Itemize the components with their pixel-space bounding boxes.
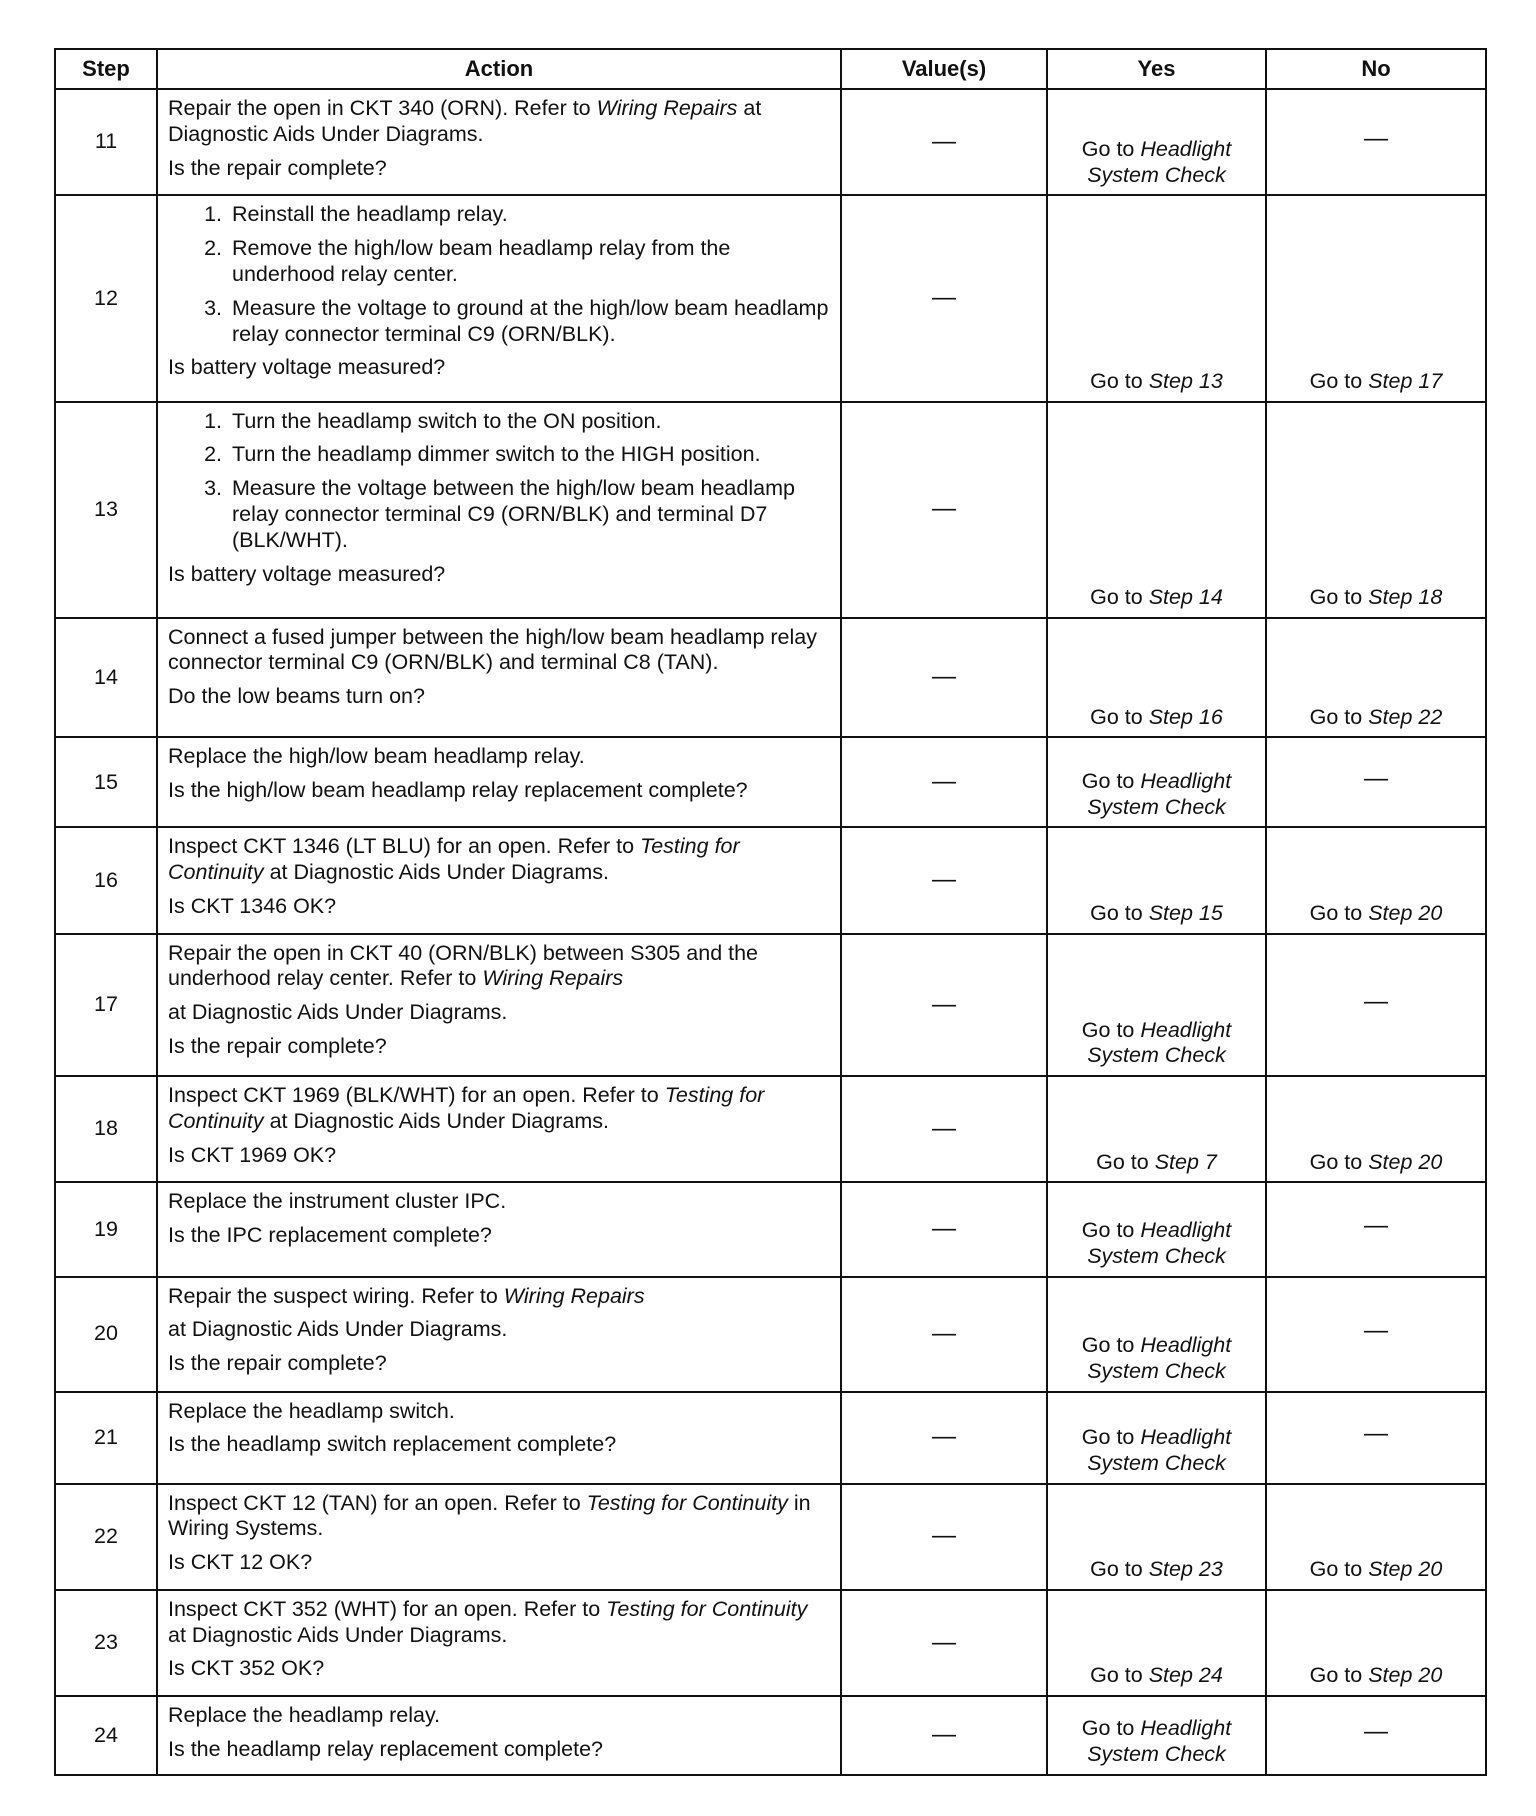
text-run: Go to <box>1090 1557 1149 1582</box>
action-list-item: 2. Remove the high/low beam headlamp relay from the underhood relay center. <box>228 236 830 288</box>
action-text <box>168 834 830 886</box>
text-run: at Diagnostic Aids Under Diagrams. <box>263 860 609 885</box>
action-question: Is CKT 352 OK? <box>168 1656 325 1681</box>
reference-text: Headlight System Check <box>1087 136 1232 187</box>
table-row <box>55 934 1486 1076</box>
action-question: Is the headlamp switch replacement complete? <box>168 1432 617 1457</box>
table-row <box>55 618 1486 738</box>
reference-text: Testing for Continuity <box>168 1083 765 1133</box>
action-cell <box>157 195 841 401</box>
no-cell <box>1266 89 1486 195</box>
text-run: Go to <box>1081 1017 1141 1042</box>
table-row <box>55 1392 1486 1484</box>
text-run: Repair the suspect wiring. Refer to <box>168 1283 504 1308</box>
action-question: Is CKT 1346 OK? <box>168 893 337 918</box>
action-cell <box>157 1182 841 1276</box>
header-no: No <box>1266 49 1486 89</box>
yes-cell <box>1047 402 1266 618</box>
action-cell <box>157 402 841 618</box>
text-run: Replace the headlamp relay. <box>168 1703 441 1728</box>
text-run: — <box>1364 1212 1388 1240</box>
action-text <box>168 1000 830 1026</box>
action-cell <box>157 1590 841 1696</box>
step-number: 11 <box>55 89 157 195</box>
reference-text: Headlight System Check <box>1087 1017 1232 1068</box>
step-number: 14 <box>55 618 157 738</box>
text-run: at Diagnostic Aids Under Diagrams. <box>168 1317 508 1342</box>
value-cell: — <box>841 737 1047 827</box>
table-row <box>55 1277 1486 1392</box>
no-cell <box>1266 1277 1486 1392</box>
step-number: 15 <box>55 737 157 827</box>
action-question: Is the repair complete? <box>168 1034 387 1059</box>
yes-cell <box>1047 1076 1266 1182</box>
action-cell <box>157 1076 841 1182</box>
value-cell: — <box>841 1590 1047 1696</box>
text-run: Go to <box>1090 900 1149 925</box>
text-run: Go to <box>1309 1663 1369 1688</box>
reference-text: Step 22 <box>1368 704 1443 729</box>
header-action: Action <box>157 49 841 89</box>
text-run: — <box>1364 765 1388 793</box>
table-row <box>55 1182 1486 1276</box>
yes-cell <box>1047 827 1266 933</box>
table-row <box>55 89 1486 195</box>
text-run: — <box>1364 124 1388 152</box>
table-body <box>55 89 1486 1775</box>
action-list-item: 3. Measure the voltage to ground at the high/low beam headlamp relay connector terminal C9 (ORN/BLK). <box>228 296 830 348</box>
text-run: Go to <box>1090 368 1149 393</box>
text-run: Connect a fused jumper between the high/low beam headlamp relay connector terminal C9 (ORN/BLK) and terminal C8 (TAN). <box>168 624 817 675</box>
text-run: Go to <box>1090 584 1149 609</box>
action-question: Is the repair complete? <box>168 155 387 180</box>
reference-text: Wiring Repairs <box>503 1283 645 1308</box>
table-row <box>55 195 1486 401</box>
reference-text: Step 16 <box>1148 704 1223 729</box>
action-text <box>168 1597 830 1649</box>
reference-text: Headlight System Check <box>1087 1424 1232 1475</box>
reference-text: Step 13 <box>1148 368 1223 393</box>
reference-text: Testing for Continuity <box>606 1596 808 1621</box>
no-cell <box>1266 402 1486 618</box>
reference-text: Step 20 <box>1368 1557 1443 1582</box>
reference-text: Step 15 <box>1148 900 1223 925</box>
table-row <box>55 1484 1486 1590</box>
action-cell <box>157 1392 841 1484</box>
value-cell: — <box>841 934 1047 1076</box>
action-question: Is battery voltage measured? <box>168 355 446 380</box>
action-question: Is CKT 12 OK? <box>168 1550 313 1575</box>
reference-text: Step 24 <box>1148 1663 1223 1688</box>
text-run: Go to <box>1081 1218 1141 1243</box>
action-text <box>168 1083 830 1135</box>
yes-cell <box>1047 1484 1266 1590</box>
text-run: — <box>1364 1718 1388 1746</box>
text-run: Go to <box>1081 136 1141 161</box>
text-run: Go to <box>1081 1716 1141 1741</box>
action-question: Is the repair complete? <box>168 1351 387 1376</box>
table-row <box>55 1076 1486 1182</box>
step-number: 18 <box>55 1076 157 1182</box>
text-run: — <box>1364 1316 1388 1344</box>
action-text <box>168 744 830 770</box>
text-run: at Diagnostic Aids Under Diagrams. <box>168 1000 508 1025</box>
value-cell: — <box>841 827 1047 933</box>
reference-text: Headlight System Check <box>1087 1332 1232 1383</box>
text-run: Go to <box>1309 704 1369 729</box>
action-text <box>168 941 830 993</box>
text-run: Inspect CKT 1346 (LT BLU) for an open. Refer to <box>168 834 641 859</box>
action-text <box>168 1189 830 1215</box>
value-cell: — <box>841 1182 1047 1276</box>
step-number: 21 <box>55 1392 157 1484</box>
text-run: Go to <box>1096 1149 1155 1174</box>
action-list-item: 1. Turn the headlamp switch to the ON position. <box>228 409 830 435</box>
reference-text: Step 20 <box>1368 1663 1443 1688</box>
action-question: Is the headlamp relay replacement complete? <box>168 1736 604 1761</box>
yes-cell <box>1047 195 1266 401</box>
text-run: Go to <box>1081 768 1141 793</box>
action-cell <box>157 618 841 738</box>
action-question: Is battery voltage measured? <box>168 561 446 586</box>
step-number: 20 <box>55 1277 157 1392</box>
reference-text: Testing for Continuity <box>168 834 740 885</box>
reference-text: Wiring Repairs <box>596 96 738 120</box>
value-cell: — <box>841 1484 1047 1590</box>
action-cell <box>157 827 841 933</box>
action-question: Is CKT 1969 OK? <box>168 1142 337 1167</box>
step-number: 16 <box>55 827 157 933</box>
action-list <box>168 409 830 554</box>
yes-cell <box>1047 737 1266 827</box>
action-text <box>168 1284 830 1310</box>
yes-cell <box>1047 934 1266 1076</box>
reference-text: Step 18 <box>1368 584 1443 609</box>
table-row <box>55 402 1486 618</box>
yes-cell <box>1047 618 1266 738</box>
yes-cell <box>1047 1277 1266 1392</box>
table-row <box>55 737 1486 827</box>
text-run: Go to <box>1081 1332 1141 1357</box>
step-number: 13 <box>55 402 157 618</box>
action-cell <box>157 89 841 195</box>
action-cell <box>157 934 841 1076</box>
yes-cell <box>1047 1696 1266 1775</box>
action-list-item: 3. Measure the voltage between the high/low beam headlamp relay connector terminal C9 (ORN/BLK) and terminal D7 (BLK/WHT). <box>228 476 830 553</box>
reference-text: Step 7 <box>1154 1149 1217 1174</box>
action-question: Is the IPC replacement complete? <box>168 1223 492 1248</box>
text-run: at Diagnostic Aids Under Diagrams. <box>168 1622 508 1647</box>
value-cell: — <box>841 618 1047 738</box>
value-cell: — <box>841 89 1047 195</box>
action-list-item: 2. Turn the headlamp dimmer switch to the HIGH position. <box>228 442 830 468</box>
text-run: Inspect CKT 12 (TAN) for an open. Refer to <box>168 1490 587 1515</box>
action-question: Is the high/low beam headlamp relay replacement complete? <box>168 778 748 803</box>
reference-text: Headlight System Check <box>1087 1218 1232 1268</box>
value-cell: — <box>841 1076 1047 1182</box>
text-run: in Wiring Systems. <box>168 1490 811 1541</box>
value-cell: — <box>841 1696 1047 1775</box>
action-cell <box>157 1484 841 1590</box>
step-number: 24 <box>55 1696 157 1775</box>
text-run: Go to <box>1309 368 1369 393</box>
step-number: 19 <box>55 1182 157 1276</box>
text-run: — <box>1364 987 1388 1015</box>
header-yes: Yes <box>1047 49 1266 89</box>
table-row <box>55 1696 1486 1775</box>
step-number: 22 <box>55 1484 157 1590</box>
reference-text: Wiring Repairs <box>482 966 624 991</box>
value-cell: — <box>841 1392 1047 1484</box>
value-cell: — <box>841 1277 1047 1392</box>
text-run: Replace the high/low beam headlamp relay. <box>168 744 585 769</box>
reference-text: Step 20 <box>1368 900 1443 925</box>
action-list <box>168 202 830 347</box>
yes-cell <box>1047 1392 1266 1484</box>
reference-text: Headlight System Check <box>1087 1716 1232 1767</box>
action-text <box>168 625 830 677</box>
reference-text: Headlight System Check <box>1087 768 1232 819</box>
reference-text: Step 17 <box>1368 368 1443 393</box>
text-run: — <box>1364 1420 1388 1448</box>
header-step: Step <box>55 49 157 89</box>
reference-text: Testing for Continuity <box>586 1490 788 1515</box>
action-list-item: 1. Reinstall the headlamp relay. <box>228 202 830 228</box>
text-run: Go to <box>1081 1424 1141 1449</box>
text-run: Go to <box>1309 1149 1369 1174</box>
action-text <box>168 1399 830 1425</box>
text-run: Replace the instrument cluster IPC. <box>168 1189 507 1214</box>
no-cell <box>1266 737 1486 827</box>
no-cell <box>1266 1696 1486 1775</box>
no-cell <box>1266 195 1486 401</box>
text-run: Go to <box>1090 704 1149 729</box>
no-cell <box>1266 618 1486 738</box>
text-run: Go to <box>1309 584 1369 609</box>
yes-cell <box>1047 1590 1266 1696</box>
text-run: Inspect CKT 1969 (BLK/WHT) for an open. Refer to <box>168 1083 665 1108</box>
text-run: Go to <box>1090 1663 1149 1688</box>
action-text <box>168 1703 830 1729</box>
no-cell <box>1266 934 1486 1076</box>
step-number: 23 <box>55 1590 157 1696</box>
header-row <box>55 49 1486 89</box>
table-row <box>55 827 1486 933</box>
action-text <box>168 1317 830 1343</box>
text-run: at Diagnostic Aids Under Diagrams. <box>263 1108 609 1133</box>
action-text <box>168 96 830 148</box>
action-cell <box>157 1696 841 1775</box>
no-cell <box>1266 1590 1486 1696</box>
reference-text: Step 14 <box>1148 584 1223 609</box>
header-values: Value(s) <box>841 49 1047 89</box>
no-cell <box>1266 1182 1486 1276</box>
no-cell <box>1266 1392 1486 1484</box>
text-run: Inspect CKT 352 (WHT) for an open. Refer to <box>168 1596 607 1621</box>
text-run: Repair the open in CKT 340 (ORN). Refer to <box>168 96 597 120</box>
no-cell <box>1266 1076 1486 1182</box>
yes-cell <box>1047 1182 1266 1276</box>
text-run: Go to <box>1309 1557 1369 1582</box>
step-number: 12 <box>55 195 157 401</box>
action-cell <box>157 737 841 827</box>
reference-text: Step 23 <box>1148 1557 1223 1582</box>
no-cell <box>1266 1484 1486 1590</box>
value-cell: — <box>841 195 1047 401</box>
yes-cell <box>1047 89 1266 195</box>
action-cell <box>157 1277 841 1392</box>
text-run: Go to <box>1309 900 1369 925</box>
action-text <box>168 1491 830 1543</box>
reference-text: Step 20 <box>1368 1149 1443 1174</box>
action-question: Do the low beams turn on? <box>168 684 425 709</box>
table-row <box>55 1590 1486 1696</box>
text-run: Repair the open in CKT 40 (ORN/BLK) between S305 and the underhood relay center. Refer to <box>168 940 759 991</box>
text-run: Replace the headlamp switch. <box>168 1398 455 1423</box>
value-cell: — <box>841 402 1047 618</box>
step-number: 17 <box>55 934 157 1076</box>
text-run: at Diagnostic Aids Under Diagrams. <box>168 96 762 146</box>
diagnostic-table <box>54 48 1487 1776</box>
no-cell <box>1266 827 1486 933</box>
